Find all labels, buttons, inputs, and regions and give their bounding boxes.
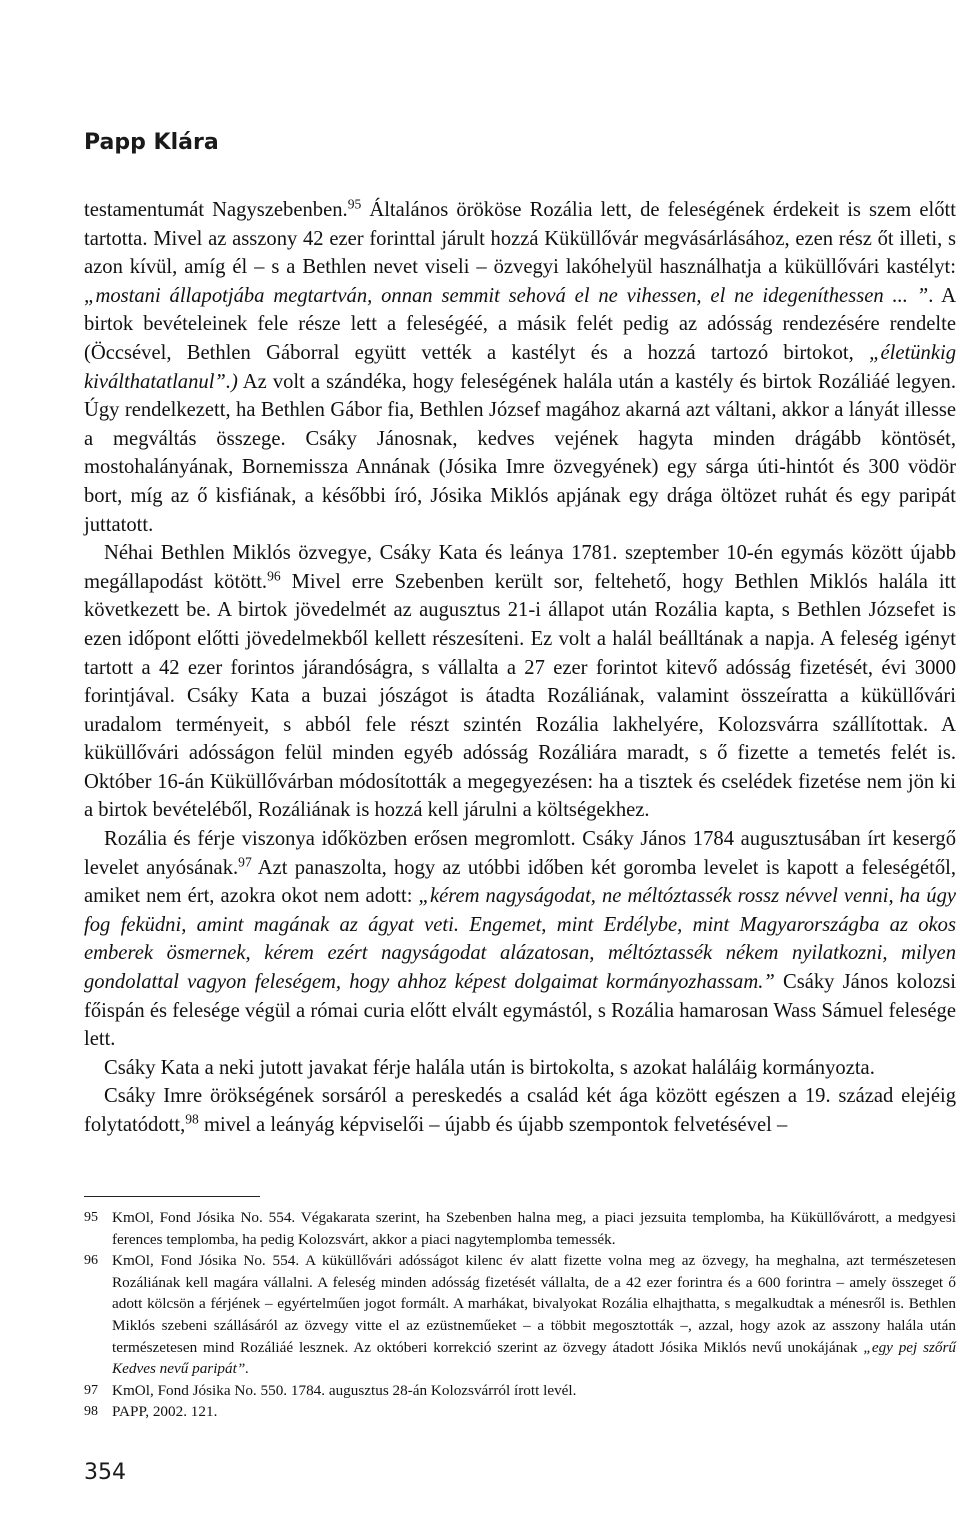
footnote-text: KmOl, Fond Jósika No. 554. A küküllővári adósságot kilenc év alatt fizette volna meg az özvegy, ha meghalna, azt természetesen Rozáliának kell magára vállalni. A feleség minden adósság fizetését vállalta, de a 42 ezer forintra és a 600 forintra – amely összeget ő adott kölcsön a férjének – egyértelműen jogot formált. A marhákat, bivalyokat Rozália elhajthatta, s megalkudtak a ménesről is. Bethlen Miklós szebeni szállásáról az özvegy vitte el az ezüstneműeket – a többit megosztották –, azzal, hogy azok az asszony halála után természetesen mind Rozáliáé lesznek. Az októberi korrekció szerint az özvegy átadott Jósika Miklós nevű unokájának [112,1252,956,1356]
page-number: 354 [84,1460,126,1485]
quote: „életünkig kiválthatatlanul”.) [84,341,956,393]
text-span: Rozália és férje viszonya időközben erősen megromlott. Csáky János 1784 augusztusában írt kesergő levelet anyósának. [84,828,956,879]
footnote-ref-96[interactable]: 96 [267,568,281,584]
footnote-text: PAPP, 2002. 121. [112,1403,218,1421]
main-text [84,196,956,1140]
footnote-number: 96 [84,1253,98,1269]
paragraph: Csáky Kata a neki jutott javakat férje halála után is birtokolta, s azokat haláláig kormányozta. [104,1056,875,1079]
text-span: Az volt a szándéka, hogy feleségének halála után a kastély és birtok Rozáliáé legyen. Úgy rendelkezett, ha Bethlen Gábor fia, Bethlen József magához akarná azt váltani, akkor a lányát illesse a megváltás összege. Csáky Jánosnak, kedves vejének hagyta minden drágább köntösét, mostohalányának, Bornemissza Annának (Jósika Imre özvegyének) egy sárga úti-hintót és 300 vödör bort, míg az ő kisfiának, a későbbi író, Jósika Miklós apjának egy drága öltözet ruhát és egy paripát juttatott. [84,370,956,536]
footnote-text: KmOl, Fond Jósika No. 554. Végakarata szerint, ha Szebenben halna meg, a piaci jezsuita templomba, ha Küküllővárott, a medgyesi ferences templomba, ha pedig Kolozsvárt, akkor a piaci nagytemplomba temessék. [112,1209,956,1248]
footnote-number: 95 [84,1210,98,1225]
paragraph [84,196,956,539]
footnote-98 [84,1401,956,1423]
footnote-ref-97[interactable]: 97 [238,854,252,870]
footnote-97 [84,1380,956,1402]
footnote-ref-95[interactable]: 95 [347,196,362,212]
text-span: Általános örököse Rozália lett, de feleségének érdekeit is szem előtt tartotta. Mivel az asszony 42 ezer forinttal járult hozzá Küküllővár megvásárlásához, ezen rész őt illeti, s azon kívül, amíg él – s a Bethlen nevet viseli – özvegyi lakóhelyül használhatja a küküllővári kastélyt: [84,199,956,279]
footnotes [84,1207,956,1423]
footnote-separator [84,1196,260,1197]
quote: „mostani állapotjába megtartván, onnan semmit sehová el ne vihessen, el ne idegeníthessen ... ” [84,284,929,307]
footnote-quote: „egy pej szőrű Kedves nevű paripát”. [112,1338,956,1378]
text-span: . A birtok bevételeinek fele része lett a feleségéé, a másik felét pedig az adósság rendezésére rendelte (Öccsével, Bethlen Gáborral együtt vették a kastélyt és a hozzá tartozó birtokot, [84,284,956,364]
text-span: Mivel erre Szebenben került sor, feltehető, hogy Bethlen Miklós halála itt következett be. A birtok jövedelmét az augusztus 21-i állapot után Rozália kapta, s Bethlen Józsefet is ezen időpont előtti jövedelmekből kellett részesíteni. Ez volt a halál beálltának a napja. A feleség igényt tartott a 42 ezer forintos járandóságra, s vállalta a 27 ezer forintot kitevő adósság fizetését, évi 3000 forintjával. Csáky Kata a buzai jószágot is átadta Rozáliának, valamint összeíratta a küküllővári uradalom terményeit, s abból fele részt szintén Rozália lakhelyére, Kolozsvárra szállítottak. A küküllővári adósságon felül minden egyéb adósság Rozáliára maradt, s ő fizette a temetés felét is. Október 16-án Küküllővárban módosították a megegyezésen: ha a tisztek és cselédek fizetése nem jön ki a birtok bevételéből, Rozáliának is hozzá kell járulni a költségekhez. [84,570,956,822]
text-span: Csáky János kolozsi főispán és felesége végül a római curia előtt elvált egymástól, s Rozália hamarosan Wass Sámuel felesége lett. [84,971,957,1051]
footnote-number: 97 [84,1382,98,1398]
running-header-author: Papp Klára [84,130,219,155]
quote: „kérem nagyságodat, ne méltóztassék rossz névvel venni, ha úgy fog feküdni, amint magának az ágyat veti. Engemet, mint Erdélybe, mint Magyarországba az okos emberek ösmernek, kérem ezért nagyságodat alázatosan, méltóztassék nékem nyilatkozni, milyen gondolattal vagyon feleségem, hogy ahhoz képest dolgaimat kormányozhassam.” [84,885,957,994]
paragraph [84,539,956,825]
text-span: testamentumát Nagyszebenben. [84,199,348,221]
text-span: Azt panaszolta, hogy az utóbbi időben két goromba levelet is kapott a feleségétől, amiket nem ért, azokra okot nem adott: [84,856,956,908]
text-span: mivel a leányág képviselői – újabb és újabb szempontok felvetésével – [198,1114,788,1136]
paragraph [84,1082,956,1139]
footnote-number: 98 [84,1404,98,1420]
footnote-ref-98[interactable]: 98 [185,1111,199,1127]
paragraph [84,825,956,1054]
footnote-95 [84,1207,956,1250]
footnote-text: KmOl, Fond Jósika No. 550. 1784. augusztus 28-án Kolozsvárról írott levél. [112,1381,577,1399]
footnote-96 [84,1250,956,1380]
text-span: Néhai Bethlen Miklós özvegye, Csáky Kata és leánya 1781. szeptember 10-én egymás között újabb megállapodást kötött. [84,542,956,593]
text-span: Csáky Imre örökségének sorsáról a pereskedés a család két ága között egészen a 19. század elejéig folytatódott, [84,1085,956,1136]
